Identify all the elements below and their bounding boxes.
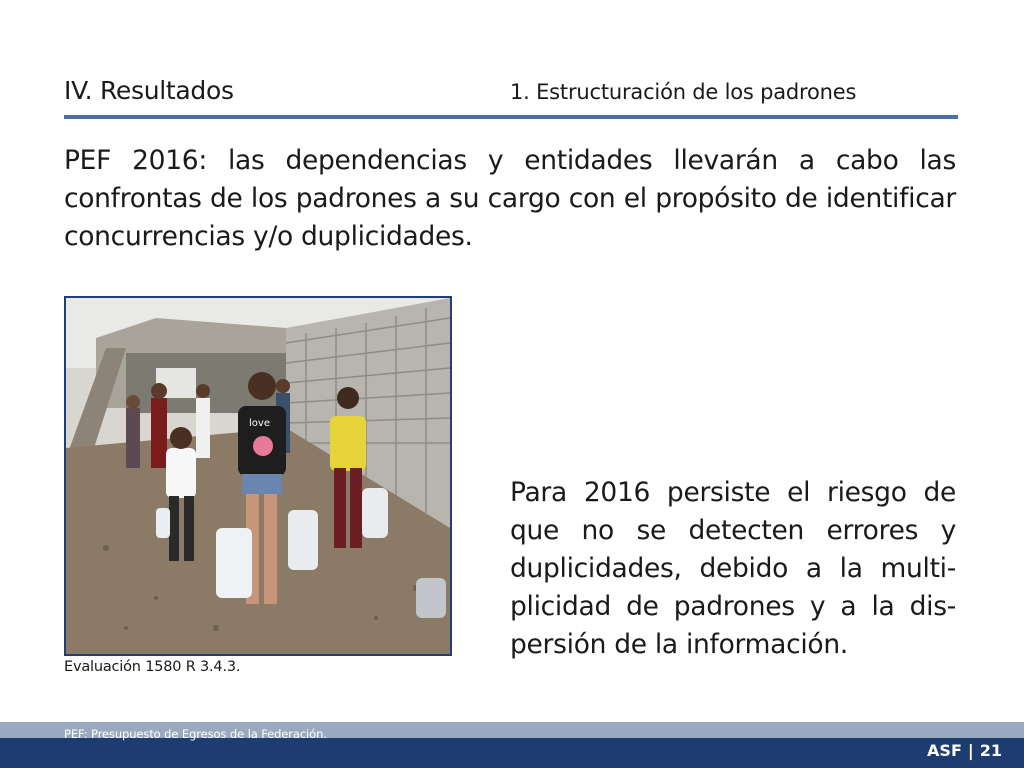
- photo-people-with-bags: [64, 296, 452, 656]
- photo-caption: Evaluación 1580 R 3.4.3.: [64, 659, 241, 675]
- page-number: 21: [979, 741, 1002, 760]
- footer-note: PEF: Presupuesto de Egresos de la Federación.: [64, 727, 327, 741]
- body-paragraph: Para 2016 persiste el riesgo de que no se detecten errores y duplicidades, debido a la multi-plicidad de padrones y a la dis-persión de la información.: [510, 477, 956, 660]
- section-title: IV. Resultados: [64, 76, 234, 105]
- photo-illustration: [66, 298, 450, 654]
- subsection-title: 1. Estructuración de los padrones: [510, 80, 857, 104]
- shirt-text: love: [249, 418, 270, 429]
- footer-brand: [927, 741, 1002, 760]
- footer-band-dark: [0, 738, 1024, 768]
- lead-paragraph: PEF 2016: las dependencias y entidades llevarán a cabo las confrontas de los padrones a su cargo con el propósito de identificar concurrencias y/o duplicidades.: [64, 145, 956, 252]
- brand-label: ASF: [927, 741, 962, 760]
- brand-separator: |: [967, 741, 974, 760]
- header-rule: [64, 115, 958, 119]
